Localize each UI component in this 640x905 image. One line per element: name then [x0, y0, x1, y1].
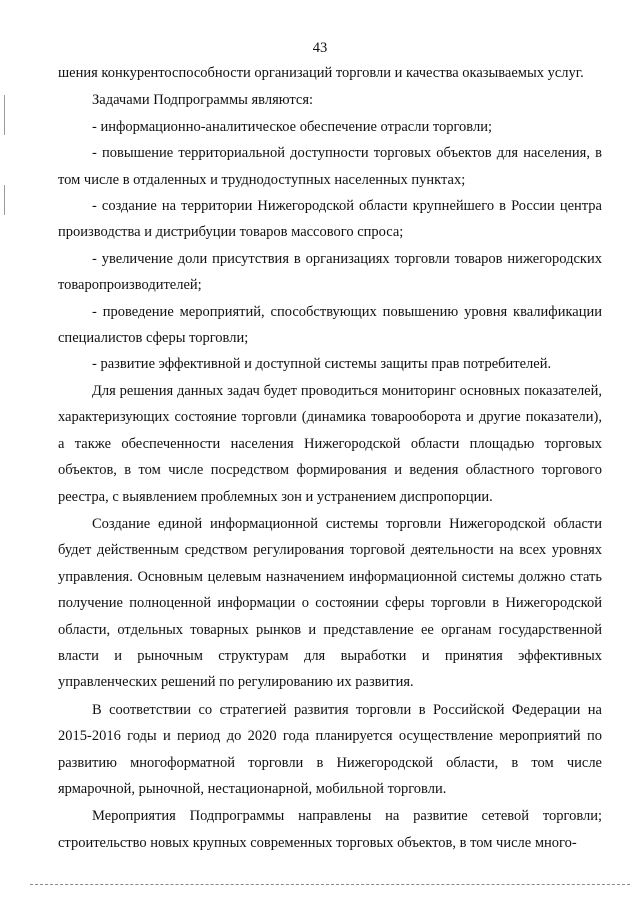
paragraph-monitoring: Для решения данных задач будет проводиться мониторинг основных показателей, характеризующих состояние торговли (динамика товарооборота и другие показатели), а также обеспеченности населения Нижегородской области площадью торговых объектов, в том числе посредством формирования и ведения областного торгового реестра, с выявлением проблемных зон и устранением диспропорции. [58, 382, 602, 505]
paragraph-measures: Мероприятия Подпрограммы направлены на развитие сетевой торговли; строительство новых крупных современных торговых объектов, в том числе много- [58, 808, 602, 851]
list-item: - повышение территориальной доступности торговых объектов для населения, в том числе в отдаленных и труднодоступных населенных пунктах; [58, 145, 602, 188]
paragraph-tasks-heading: Задачами Подпрограммы являются: [92, 92, 314, 109]
paragraph-information-system: Создание единой информационной системы торговли Нижегородской области будет действенным средством регулирования торговой деятельности на всех уровнях управления. Основным целевым назначением информационной системы должно стать получение полноценной информации о состоянии сферы торговли в Нижегородской области, отдельных товарных рынков и представление ее органам государственной власти и рыночным структурам для выработки и принятия эффективных управленческих решений по регулированию их развития. [58, 515, 602, 691]
paragraph-continuation: шения конкурентоспособности организаций торговли и качества оказываемых услуг. [58, 65, 584, 81]
list-item: - информационно-аналитическое обеспечение отрасли торговли; [92, 118, 492, 135]
scan-margin-mark [4, 185, 5, 215]
scan-margin-mark [4, 95, 5, 135]
page-number: 43 [312, 40, 328, 56]
scan-bottom-edge [30, 884, 630, 885]
document-body [58, 60, 602, 856]
paragraph-strategy: В соответствии со стратегией развития торговли в Российской Федерации на 2015-2016 годы и период до 2020 года планируется осуществление мероприятий по развитию многоформатной торговли в Нижегородской области, в том числе ярмарочной, рыночной, нестационарной, мобильной торговли. [58, 701, 602, 797]
list-item: - создание на территории Нижегородской области крупнейшего в России центра производства и дистрибуции товаров массового спроса; [58, 198, 602, 241]
list-item: - увеличение доли присутствия в организациях торговли товаров нижегородских товаропроизводителей; [58, 250, 602, 294]
list-item: - проведение мероприятий, способствующих повышению уровня квалификации специалистов сферы торговли; [58, 303, 602, 347]
list-item: - развитие эффективной и доступной системы защиты прав потребителей. [92, 356, 552, 373]
